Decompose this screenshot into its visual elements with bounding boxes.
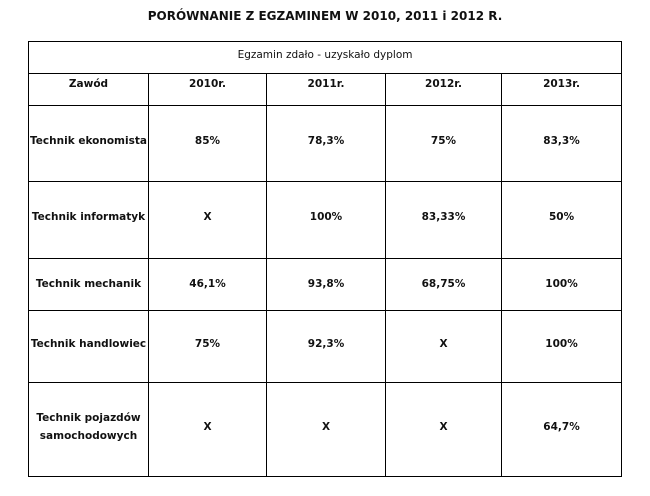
profession-name: Technik mechanik — [35, 277, 142, 290]
value-text: 75% — [430, 134, 457, 147]
profession-name — [29, 409, 148, 445]
value-text: X — [203, 420, 212, 433]
profession-cell — [29, 182, 149, 259]
value-cell — [149, 182, 267, 259]
value-cell — [149, 106, 267, 182]
value-cell — [502, 311, 622, 383]
value-cell — [267, 106, 386, 182]
header-2010 — [149, 74, 267, 106]
value-text: X — [439, 337, 448, 350]
value-text: 100% — [545, 337, 578, 350]
value-text: 93,8% — [307, 277, 345, 290]
value-text: 83,33% — [421, 211, 466, 223]
value-text: 64,7% — [543, 420, 580, 433]
value-text: X — [321, 420, 331, 433]
table-caption — [29, 42, 622, 74]
header-2011 — [267, 74, 386, 106]
header-text: Zawód — [68, 77, 109, 90]
header-2012 — [386, 74, 502, 106]
value-text: 100% — [545, 277, 578, 290]
header-text: 2011r. — [307, 77, 345, 90]
value-text: 46,1% — [189, 277, 226, 290]
header-profession — [29, 74, 149, 106]
exam-results-table — [28, 41, 622, 477]
value-cell — [386, 259, 502, 311]
value-cell — [386, 182, 502, 259]
profession-cell — [29, 259, 149, 311]
value-cell — [502, 106, 622, 182]
profession-name-line2: samochodowych — [39, 429, 138, 442]
value-text: 85% — [194, 134, 221, 147]
profession-name-line1: Technik pojazdów — [36, 411, 141, 424]
table-row — [29, 182, 622, 259]
header-text: 2010r. — [189, 77, 226, 90]
value-cell — [149, 383, 267, 477]
value-cell — [149, 311, 267, 383]
profession-name: Technik informatyk — [31, 211, 146, 223]
value-cell — [502, 259, 622, 311]
value-text: X — [203, 211, 212, 223]
profession-name: Technik handlowiec — [30, 337, 147, 350]
table-row — [29, 259, 622, 311]
value-cell — [149, 259, 267, 311]
value-text: 75% — [194, 337, 221, 350]
value-cell — [502, 383, 622, 477]
table-row — [29, 383, 622, 477]
value-cell — [267, 259, 386, 311]
header-2013 — [502, 74, 622, 106]
value-cell — [502, 182, 622, 259]
value-cell — [267, 182, 386, 259]
header-row — [29, 74, 622, 106]
profession-cell — [29, 383, 149, 477]
table-row — [29, 106, 622, 182]
value-text: X — [439, 420, 448, 433]
value-cell — [267, 383, 386, 477]
value-text: 68,75% — [421, 277, 466, 290]
value-text: 50% — [548, 211, 575, 223]
value-text: 100% — [309, 211, 343, 223]
value-text: 83,3% — [543, 134, 580, 147]
profession-cell — [29, 106, 149, 182]
page-title: PORÓWNANIE Z EGZAMINEM W 2010, 2011 i 2012 R. — [147, 9, 503, 23]
header-text: 2012r. — [425, 77, 462, 90]
header-text: 2013r. — [543, 77, 580, 90]
table-caption-text: Egzamin zdało - uzyskało dyplom — [237, 48, 413, 61]
value-cell — [386, 383, 502, 477]
profession-cell — [29, 311, 149, 383]
value-cell — [386, 106, 502, 182]
value-cell — [267, 311, 386, 383]
value-text: 78,3% — [307, 134, 345, 147]
profession-name: Technik ekonomista — [30, 134, 147, 147]
value-text: 92,3% — [307, 337, 345, 350]
value-cell — [386, 311, 502, 383]
table-row — [29, 311, 622, 383]
